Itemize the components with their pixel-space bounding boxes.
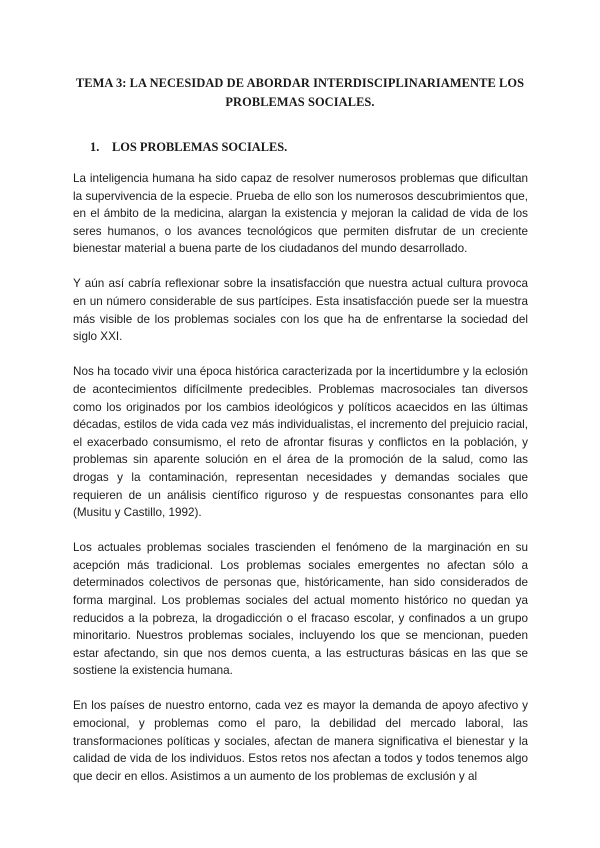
section-number: 1. <box>90 140 100 154</box>
section-heading-text: LOS PROBLEMAS SOCIALES. <box>112 140 288 154</box>
document-body <box>73 170 528 803</box>
paragraph: Nos ha tocado vivir una época histórica caracterizada por la incertidumbre y la eclosión de acontecimientos difícilmente predecibles. Problemas macrosociales tan diversos como los originados por los cambios ideológicos y políticos acaecidos en las últimas décadas, estilos de vida cada vez más individualistas, el incremento del prejuicio racial, el exacerbado consumismo, el reto de afrontar fisuras y conflictos en la población, y problemas sin aparente solución en el área de la promoción de la salud, como las drogas y la contaminación, representan necesidades y demandas sociales que requieren de un análisis científico riguroso y de respuestas consonantes para ello (Musitu y Castillo, 1992). <box>73 365 528 520</box>
document-title: TEMA 3: LA NECESIDAD DE ABORDAR INTERDISCIPLINARIAMENTE LOS PROBLEMAS SOCIALES. <box>75 76 525 109</box>
paragraph: En los países de nuestro entorno, cada vez es mayor la demanda de apoyo afectivo y emocional, y problemas como el paro, la debilidad del mercado laboral, las transformaciones políticas y sociales, afectan de manera significativa el bienestar y la calidad de vida de los individuos. Estos retos nos afectan a todos y todos tenemos algo que decir en ellos. Asistimos a un aumento de los problemas de exclusión y al <box>73 699 528 783</box>
section-heading <box>90 139 287 155</box>
paragraph: La inteligencia humana ha sido capaz de resolver numerosos problemas que dificultan la supervivencia de la especie. Prueba de ello son los numerosos descubrimientos que, en el ámbito de la medicina, alargan la existencia y mejoran la calidad de vida de los seres humanos, o los avances tecnológicos que permiten disfrutar de un creciente bienestar material a buena parte de los ciudadanos del mundo desarrollado. <box>73 172 528 256</box>
paragraph: Los actuales problemas sociales trascienden el fenómeno de la marginación en su acepción más tradicional. Los problemas sociales emergentes no afectan sólo a determinados colectivos de personas que, históricamente, han sido considerados de forma marginal. Los problemas sociales del actual momento histórico no quedan ya reducidos a la pobreza, la drogadicción o el fracaso escolar, y confinados a un grupo minoritario. Nuestros problemas sociales, incluyendo los que se mencionan, pueden estar afectando, sin que nos demos cuenta, a las estructuras básicas en las que se sostiene la existencia humana. <box>73 541 528 678</box>
paragraph: Y aún así cabría reflexionar sobre la insatisfacción que nuestra actual cultura provoca en un número considerable de sus partícipes. Esta insatisfacción puede ser la muestra más visible de los problemas sociales con los que ha de enfrentarse la sociedad del siglo XXI. <box>73 277 528 344</box>
